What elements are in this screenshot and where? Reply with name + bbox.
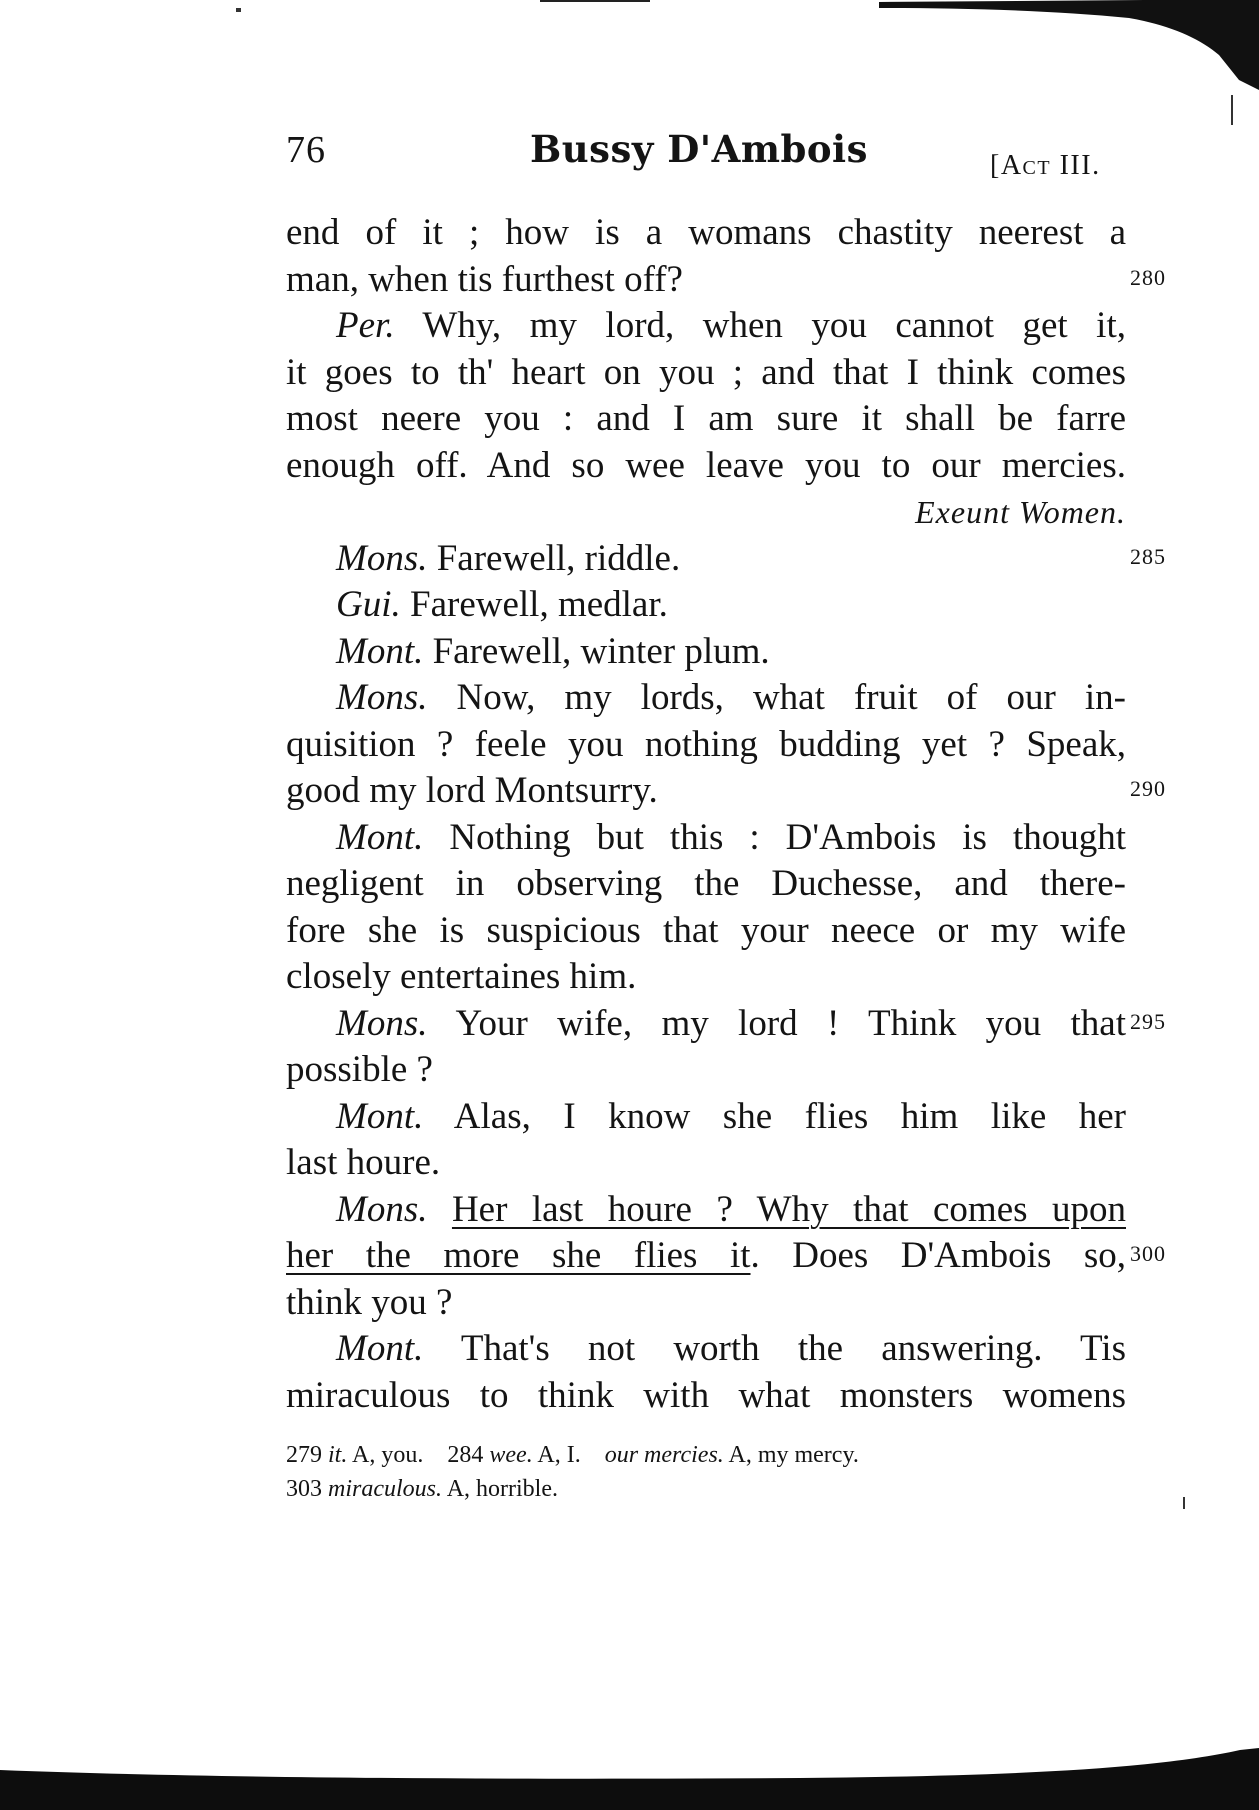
line-text: Farewell, winter plum.	[423, 630, 770, 672]
footnote-line-ref: 303	[286, 1476, 322, 1502]
underlined-passage: her the more she flies it	[286, 1235, 751, 1276]
running-head	[0, 0, 1259, 200]
line-text: quisition ? feele you nothing budding yet ? Speak,	[286, 723, 1126, 765]
line-text: . Does D'Ambois so,	[750, 1235, 1126, 1276]
line-text: Now, my lords, what fruit of our in-	[427, 677, 1126, 718]
line-number: 290	[1130, 776, 1166, 801]
footnote-line-ref: 284	[447, 1442, 484, 1468]
text-line	[286, 1280, 1126, 1327]
footnote-lemma: our mercies.	[604, 1442, 724, 1468]
text-line	[286, 1373, 1126, 1420]
line-text: closely entertaines him.	[286, 956, 637, 997]
line-text: Farewell, medlar.	[400, 584, 668, 625]
text-line	[286, 908, 1126, 955]
line-number: 300	[1130, 1241, 1166, 1266]
line-text	[427, 1189, 451, 1230]
scan-mark	[1183, 1497, 1185, 1509]
speaker-prefix: Mont.	[336, 816, 424, 858]
text-line	[286, 1187, 1126, 1234]
line-number: 285	[1130, 544, 1166, 569]
play-text	[286, 210, 1166, 1419]
text-line	[286, 861, 1126, 908]
speaker-prefix: Mons.	[336, 1002, 428, 1044]
act-label: [Act III.	[990, 150, 1101, 181]
line-text: Why, my lord, when you cannot get it,	[394, 305, 1126, 346]
text-line	[286, 675, 1126, 722]
line-text: it goes to th' heart on you ; and that I think comes	[286, 351, 1126, 393]
text-line	[286, 722, 1126, 769]
line-text: enough off. And so wee leave you to our mercies.	[286, 444, 1126, 486]
line-text: Farewell, riddle.	[427, 537, 681, 579]
line-text: fore she is suspicious that your neece or my wife	[286, 909, 1126, 951]
speaker-prefix: Mont.	[336, 1095, 424, 1137]
footnote-lemma: miraculous.	[328, 1476, 442, 1502]
text-line	[286, 210, 1126, 257]
line-text: most neere you : and I am sure it shall be farre	[286, 398, 1126, 439]
text-line	[286, 1233, 1126, 1280]
stage-direction: Exeunt Women.	[915, 494, 1126, 530]
footnote-reading: A, horrible.	[446, 1476, 558, 1502]
line-number: 295	[1130, 1009, 1166, 1034]
scan-bottom-shadow	[0, 1700, 1259, 1810]
line-text: possible ?	[286, 1049, 433, 1090]
footnote-reading: A, I.	[537, 1442, 581, 1468]
speaker-prefix: Per.	[336, 305, 395, 346]
speaker-prefix: Mons.	[336, 1188, 428, 1230]
footnote-line	[286, 1438, 1126, 1472]
footnote-reading: A, you.	[352, 1442, 424, 1468]
line-text: Nothing but this : D'Ambois is thought	[423, 816, 1126, 858]
speaker-prefix: Mons.	[336, 537, 428, 579]
speaker-prefix: Mont.	[336, 630, 424, 672]
text-line	[286, 1326, 1126, 1373]
text-line	[286, 303, 1126, 350]
line-text: man, when tis furthest off?	[286, 258, 683, 300]
text-line	[286, 1140, 1126, 1187]
text-line	[286, 443, 1126, 490]
underlined-passage: Her last houre ? Why that comes upon	[451, 1188, 1126, 1230]
text-line	[286, 350, 1126, 397]
line-text: That's not worth the answering. Tis	[423, 1328, 1126, 1369]
line-text: Your wife, my lord ! Think you that	[427, 1002, 1126, 1044]
footnote-line-ref: 279	[286, 1442, 322, 1468]
running-title: Bussy D'Ambois	[530, 127, 868, 171]
line-number: 280	[1130, 265, 1166, 290]
line-text: Alas, I know she flies him like her	[423, 1095, 1126, 1137]
text-line	[286, 396, 1126, 443]
footnote-reading: A, my mercy.	[728, 1442, 859, 1468]
footnote-line	[286, 1472, 1126, 1506]
text-line	[286, 582, 1126, 629]
speaker-prefix: Mont.	[336, 1328, 424, 1369]
text-line	[286, 1094, 1126, 1141]
text-line	[286, 768, 1126, 815]
page-number: 76	[286, 129, 326, 171]
line-text: negligent in observing the Duchesse, and there-	[286, 863, 1126, 904]
line-text: good my lord Montsurry.	[286, 770, 658, 811]
text-line	[286, 1001, 1126, 1048]
text-line	[286, 1047, 1126, 1094]
footnote-lemma: wee.	[489, 1442, 533, 1468]
text-line	[286, 257, 1126, 304]
text-line	[286, 954, 1126, 1001]
textual-notes	[286, 1438, 1126, 1506]
footnote-lemma: it.	[328, 1442, 348, 1468]
line-text: think you ?	[286, 1281, 453, 1323]
text-line	[286, 629, 1126, 676]
line-text: end of it ; how is a womans chastity neerest a	[286, 212, 1126, 253]
text-line	[286, 536, 1126, 583]
speaker-prefix: Mons.	[336, 677, 428, 718]
text-line	[286, 815, 1126, 862]
line-text: last houre.	[286, 1142, 441, 1183]
line-text: miraculous to think with what monsters womens	[286, 1374, 1126, 1416]
speaker-prefix: Gui.	[336, 584, 401, 625]
